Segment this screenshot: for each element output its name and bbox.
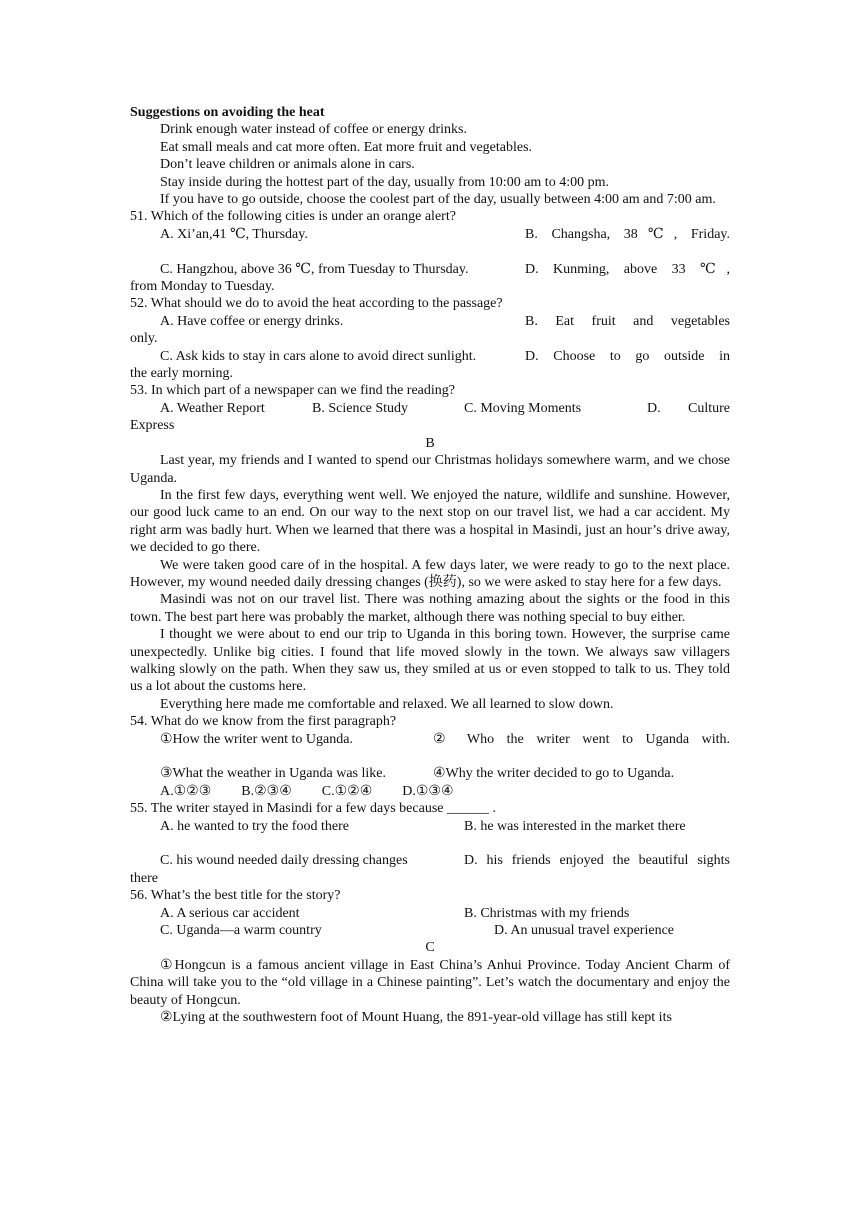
question-51-option-b: B. Changsha, 38℃, Friday. xyxy=(525,226,730,242)
question-56-option-c: C. Uganda—a warm country xyxy=(160,923,322,939)
suggestion-1: Drink enough water instead of coffee or energy drinks. xyxy=(160,122,467,138)
section-c-label: C xyxy=(425,940,435,956)
passage-b-paragraph-3: We were taken good care of in the hospital. A few days later, we were ready to go to the next place. However, my wound needed daily dressing changes (换药), so we were asked to stay here for a few days. xyxy=(130,557,730,590)
question-56-option-d: D. An unusual travel experience xyxy=(494,923,674,939)
question-52-row-ab xyxy=(130,313,730,330)
question-51-stem: 51. Which of the following cities is under an orange alert? xyxy=(130,209,456,225)
question-55-option-a: A. he wanted to try the food there xyxy=(160,818,349,834)
question-55-row-ab xyxy=(130,818,730,835)
passage-c-paragraph-2: ②Lying at the southwestern foot of Mount Huang, the 891-year-old village has still kept its xyxy=(160,1010,672,1026)
suggestion-3: Don’t leave children or animals alone in cars. xyxy=(160,157,415,173)
question-51-option-d-wrap: from Monday to Tuesday. xyxy=(130,279,275,295)
spacer xyxy=(130,835,730,852)
question-51-row-ab xyxy=(130,226,730,243)
question-53-option-b: B. Science Study xyxy=(312,400,409,416)
passage-c-paragraph-1: ①Hongcun is a famous ancient village in East China’s Anhui Province. Today Ancient Charm of China will take you to the “old village in a Chinese painting”. Let’s watch the documentary and enjoy the beauty of Hongcun. xyxy=(130,957,730,1008)
question-51-option-c: C. Hangzhou, above 36 ℃, from Tuesday to Thursday. xyxy=(160,261,469,277)
question-51-option-a: A. Xi’an,41 ℃, Thursday. xyxy=(160,226,308,242)
question-54-option-a: A.①②③ xyxy=(160,783,212,799)
question-53-option-d-text: Culture xyxy=(688,400,730,416)
section-b-label: B xyxy=(425,435,435,451)
question-56-row-ab xyxy=(130,905,730,922)
question-51-option-d: D. Kunming, above 33 ℃, xyxy=(525,261,730,277)
passage-b-paragraph-2: In the first few days, everything went well. We enjoyed the nature, wildlife and sunshine. However, our good luck came to an end. On our way to the next stop on our travel list, we had a car accident. My right arm was badly hurt. When we learned that there was a hospital in Masindi, just an hour’s drive away, we decided to go there. xyxy=(130,487,730,556)
question-52-row-cd xyxy=(130,348,730,365)
question-56-option-a: A. A serious car accident xyxy=(160,905,300,921)
question-54-option-c: C.①②④ xyxy=(321,783,373,799)
question-53-option-d-wrap: Express xyxy=(130,418,175,434)
question-54-item-2: ② Who the writer went to Uganda with. xyxy=(433,731,730,747)
suggestion-5: If you have to go outside, choose the coolest part of the day, usually between 4:00 am and 7:00 am. xyxy=(160,192,716,208)
passage-b-paragraph-5: I thought we were about to end our trip to Uganda in this boring town. However, the surprise came unexpectedly. Unlike big cities. I found that life moved slowly in the town. We always saw villagers walking slowly on the path. When they saw us, they smiled at us or even stopped to talk to us. They told us a lot about the customs here. xyxy=(130,627,730,695)
question-54-option-d: D.①③④ xyxy=(402,783,454,799)
question-54-stem: 54. What do we know from the first paragraph? xyxy=(130,714,397,730)
question-55-row-cd xyxy=(130,852,730,869)
passage-b-paragraph-4: Masindi was not on our travel list. There was nothing amazing about the sights or the food in this town. The best part here was probably the market, although there was nothing special to buy either. xyxy=(130,592,730,625)
question-54-option-b: B.②③④ xyxy=(241,783,292,799)
question-52-stem: 52. What should we do to avoid the heat according to the passage? xyxy=(130,296,503,312)
question-54-item-3: ③What the weather in Uganda was like. xyxy=(160,766,386,782)
suggestion-2: Eat small meals and cat more often. Eat more fruit and vegetables. xyxy=(160,139,533,155)
question-54-options xyxy=(130,783,730,800)
question-55-option-d: D. his friends enjoyed the beautiful sights xyxy=(464,853,730,869)
passage-b-paragraph-1: Last year, my friends and I wanted to spend our Christmas holidays somewhere warm, and we chose Uganda. xyxy=(130,453,730,486)
section-heading: Suggestions on avoiding the heat xyxy=(130,105,325,120)
question-56-option-b: B. Christmas with my friends xyxy=(464,905,630,921)
document-page xyxy=(130,104,730,1026)
question-55-option-b: B. he was interested in the market there xyxy=(464,818,686,834)
question-54-item-1: ①How the writer went to Uganda. xyxy=(160,731,353,747)
question-53-stem: 53. In which part of a newspaper can we find the reading? xyxy=(130,383,455,399)
question-51-row-cd xyxy=(130,261,730,278)
question-52-option-b: B. Eat fruit and vegetables xyxy=(525,313,730,329)
question-52-option-a: A. Have coffee or energy drinks. xyxy=(160,313,344,329)
suggestion-4: Stay inside during the hottest part of the day, usually from 10:00 am to 4:00 pm. xyxy=(160,174,609,190)
question-52-option-d-wrap: the early morning. xyxy=(130,366,234,382)
question-55-option-d-wrap: there xyxy=(130,870,158,886)
question-52-option-b-wrap: only. xyxy=(130,331,158,347)
question-54-row-12 xyxy=(130,731,730,748)
question-52-option-d: D. Choose to go outside in xyxy=(525,348,730,364)
question-56-stem: 56. What’s the best title for the story? xyxy=(130,888,341,904)
question-53-option-a: A. Weather Report xyxy=(160,400,265,416)
question-53-options xyxy=(130,400,730,417)
question-56-row-cd xyxy=(130,922,730,939)
question-53-option-d: D. xyxy=(647,400,661,416)
spacer xyxy=(130,243,730,260)
question-54-item-4: ④Why the writer decided to go to Uganda. xyxy=(433,766,675,782)
question-55-option-c: C. his wound needed daily dressing changes xyxy=(160,853,408,869)
question-52-option-c: C. Ask kids to stay in cars alone to avoid direct sunlight. xyxy=(160,348,477,364)
question-53-option-c: C. Moving Moments xyxy=(464,400,582,416)
question-54-row-34 xyxy=(130,765,730,782)
spacer xyxy=(130,748,730,765)
question-55-stem: 55. The writer stayed in Masindi for a few days because ______ . xyxy=(130,801,496,817)
passage-b-paragraph-6: Everything here made me comfortable and relaxed. We all learned to slow down. xyxy=(160,696,614,712)
